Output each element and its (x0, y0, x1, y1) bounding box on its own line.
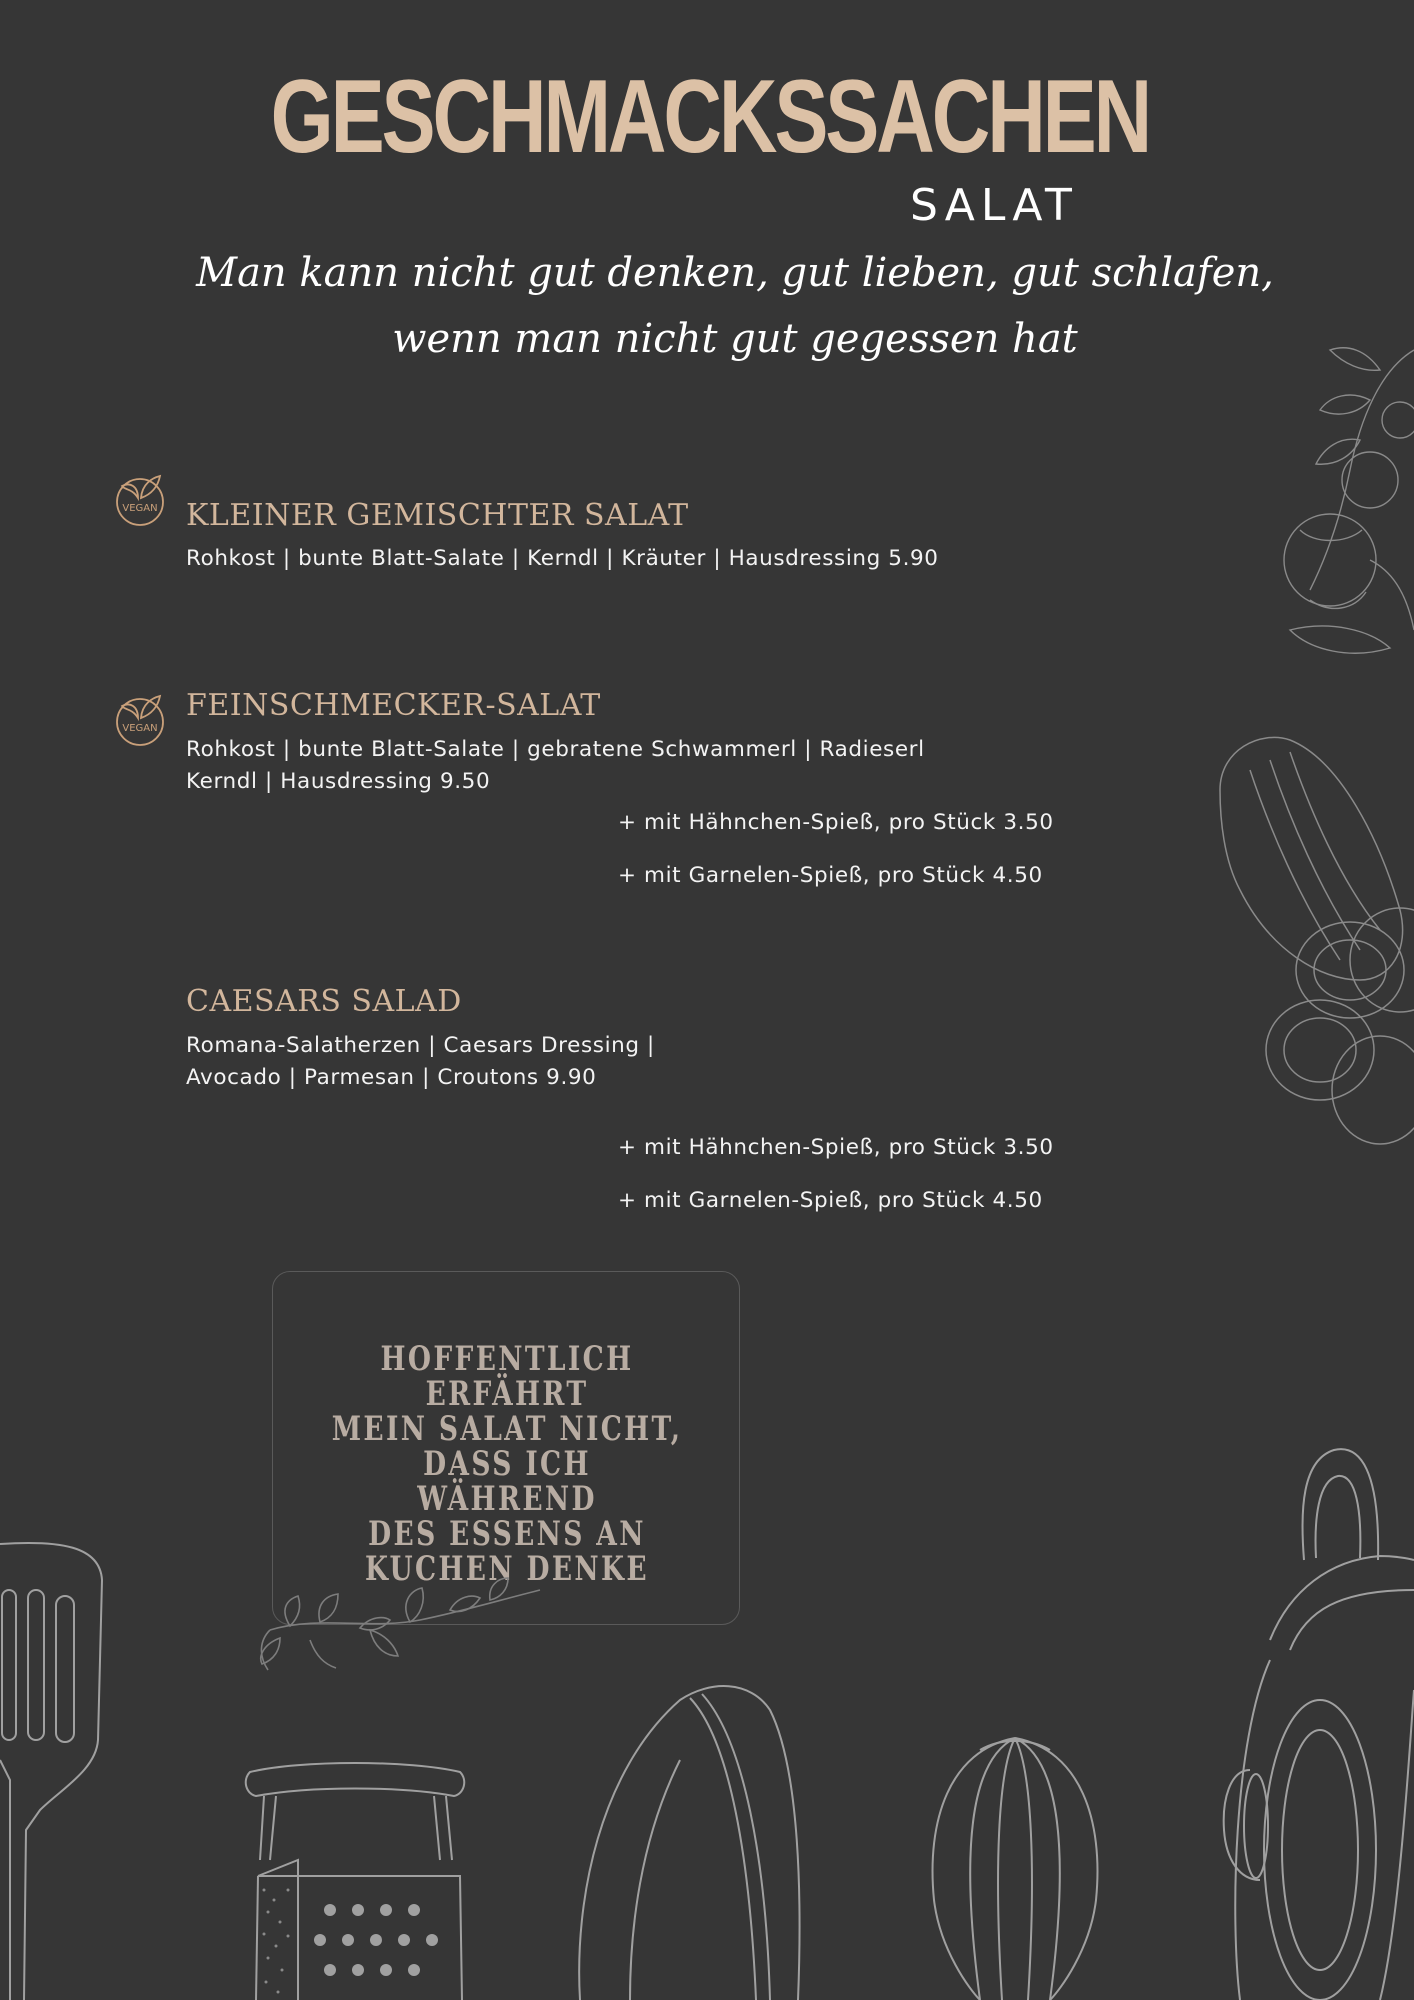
quote-box-text (331, 1339, 683, 1589)
whisk-icon (920, 1730, 1110, 2000)
section-title: SALAT (910, 180, 1078, 231)
leaf-branch-icon (250, 1560, 550, 1680)
item-title-kleiner-gemischter-salat: KLEINER GEMISCHTER SALAT (186, 498, 689, 533)
quote-box-line: HOFFENTLICH ERFÄHRT (380, 1339, 634, 1414)
quote-box-line: KUCHEN DENKE (365, 1549, 649, 1589)
pan-icon (570, 1680, 810, 2000)
vegan-label: VEGAN (122, 723, 158, 734)
item-desc-line: Kerndl | Hausdressing 9.50 (186, 769, 491, 794)
vegan-label: VEGAN (122, 503, 158, 514)
pot-icon (1210, 1440, 1414, 2000)
quote-box-line: DASS ICH WÄHREND (417, 1444, 597, 1519)
tomato-branch-icon (1270, 330, 1414, 680)
vegan-icon (114, 468, 166, 528)
item-extra-shrimp: + mit Garnelen-Spieß, pro Stück 4.50 (618, 863, 1043, 888)
item-title-feinschmecker-salat: FEINSCHMECKER-SALAT (186, 688, 601, 723)
cucumber-icon (1210, 730, 1414, 1170)
brand-title: GESCHMACKSSACHEN (270, 59, 1150, 175)
spatula-icon (0, 1540, 110, 2000)
vegan-icon (114, 688, 166, 748)
item-desc-line: Avocado | Parmesan | Croutons 9.90 (186, 1065, 597, 1090)
item-extra-chicken: + mit Hähnchen-Spieß, pro Stück 3.50 (618, 810, 1054, 835)
item-desc-line: Rohkost | bunte Blatt-Salate | Kerndl | Kräuter | Hausdressing 5.90 (186, 546, 939, 571)
quote-box-line: DES ESSENS AN (368, 1514, 646, 1554)
quote-box-line: MEIN SALAT NICHT, (331, 1409, 683, 1449)
item-extra-chicken: + mit Hähnchen-Spieß, pro Stück 3.50 (618, 1135, 1054, 1160)
quote-line-2: wenn man nicht gut gegessen hat (392, 316, 1078, 362)
item-extra-shrimp: + mit Garnelen-Spieß, pro Stück 4.50 (618, 1188, 1043, 1213)
item-title-caesars-salad: CAESARS SALAD (186, 984, 462, 1019)
item-desc-line: Rohkost | bunte Blatt-Salate | gebratene Schwammerl | Radieserl (186, 737, 925, 762)
quote-line-1: Man kann nicht gut denken, gut lieben, gut schlafen, (196, 250, 1274, 296)
item-desc-line: Romana-Salatherzen | Caesars Dressing | (186, 1033, 655, 1058)
grater-icon (240, 1760, 470, 2000)
